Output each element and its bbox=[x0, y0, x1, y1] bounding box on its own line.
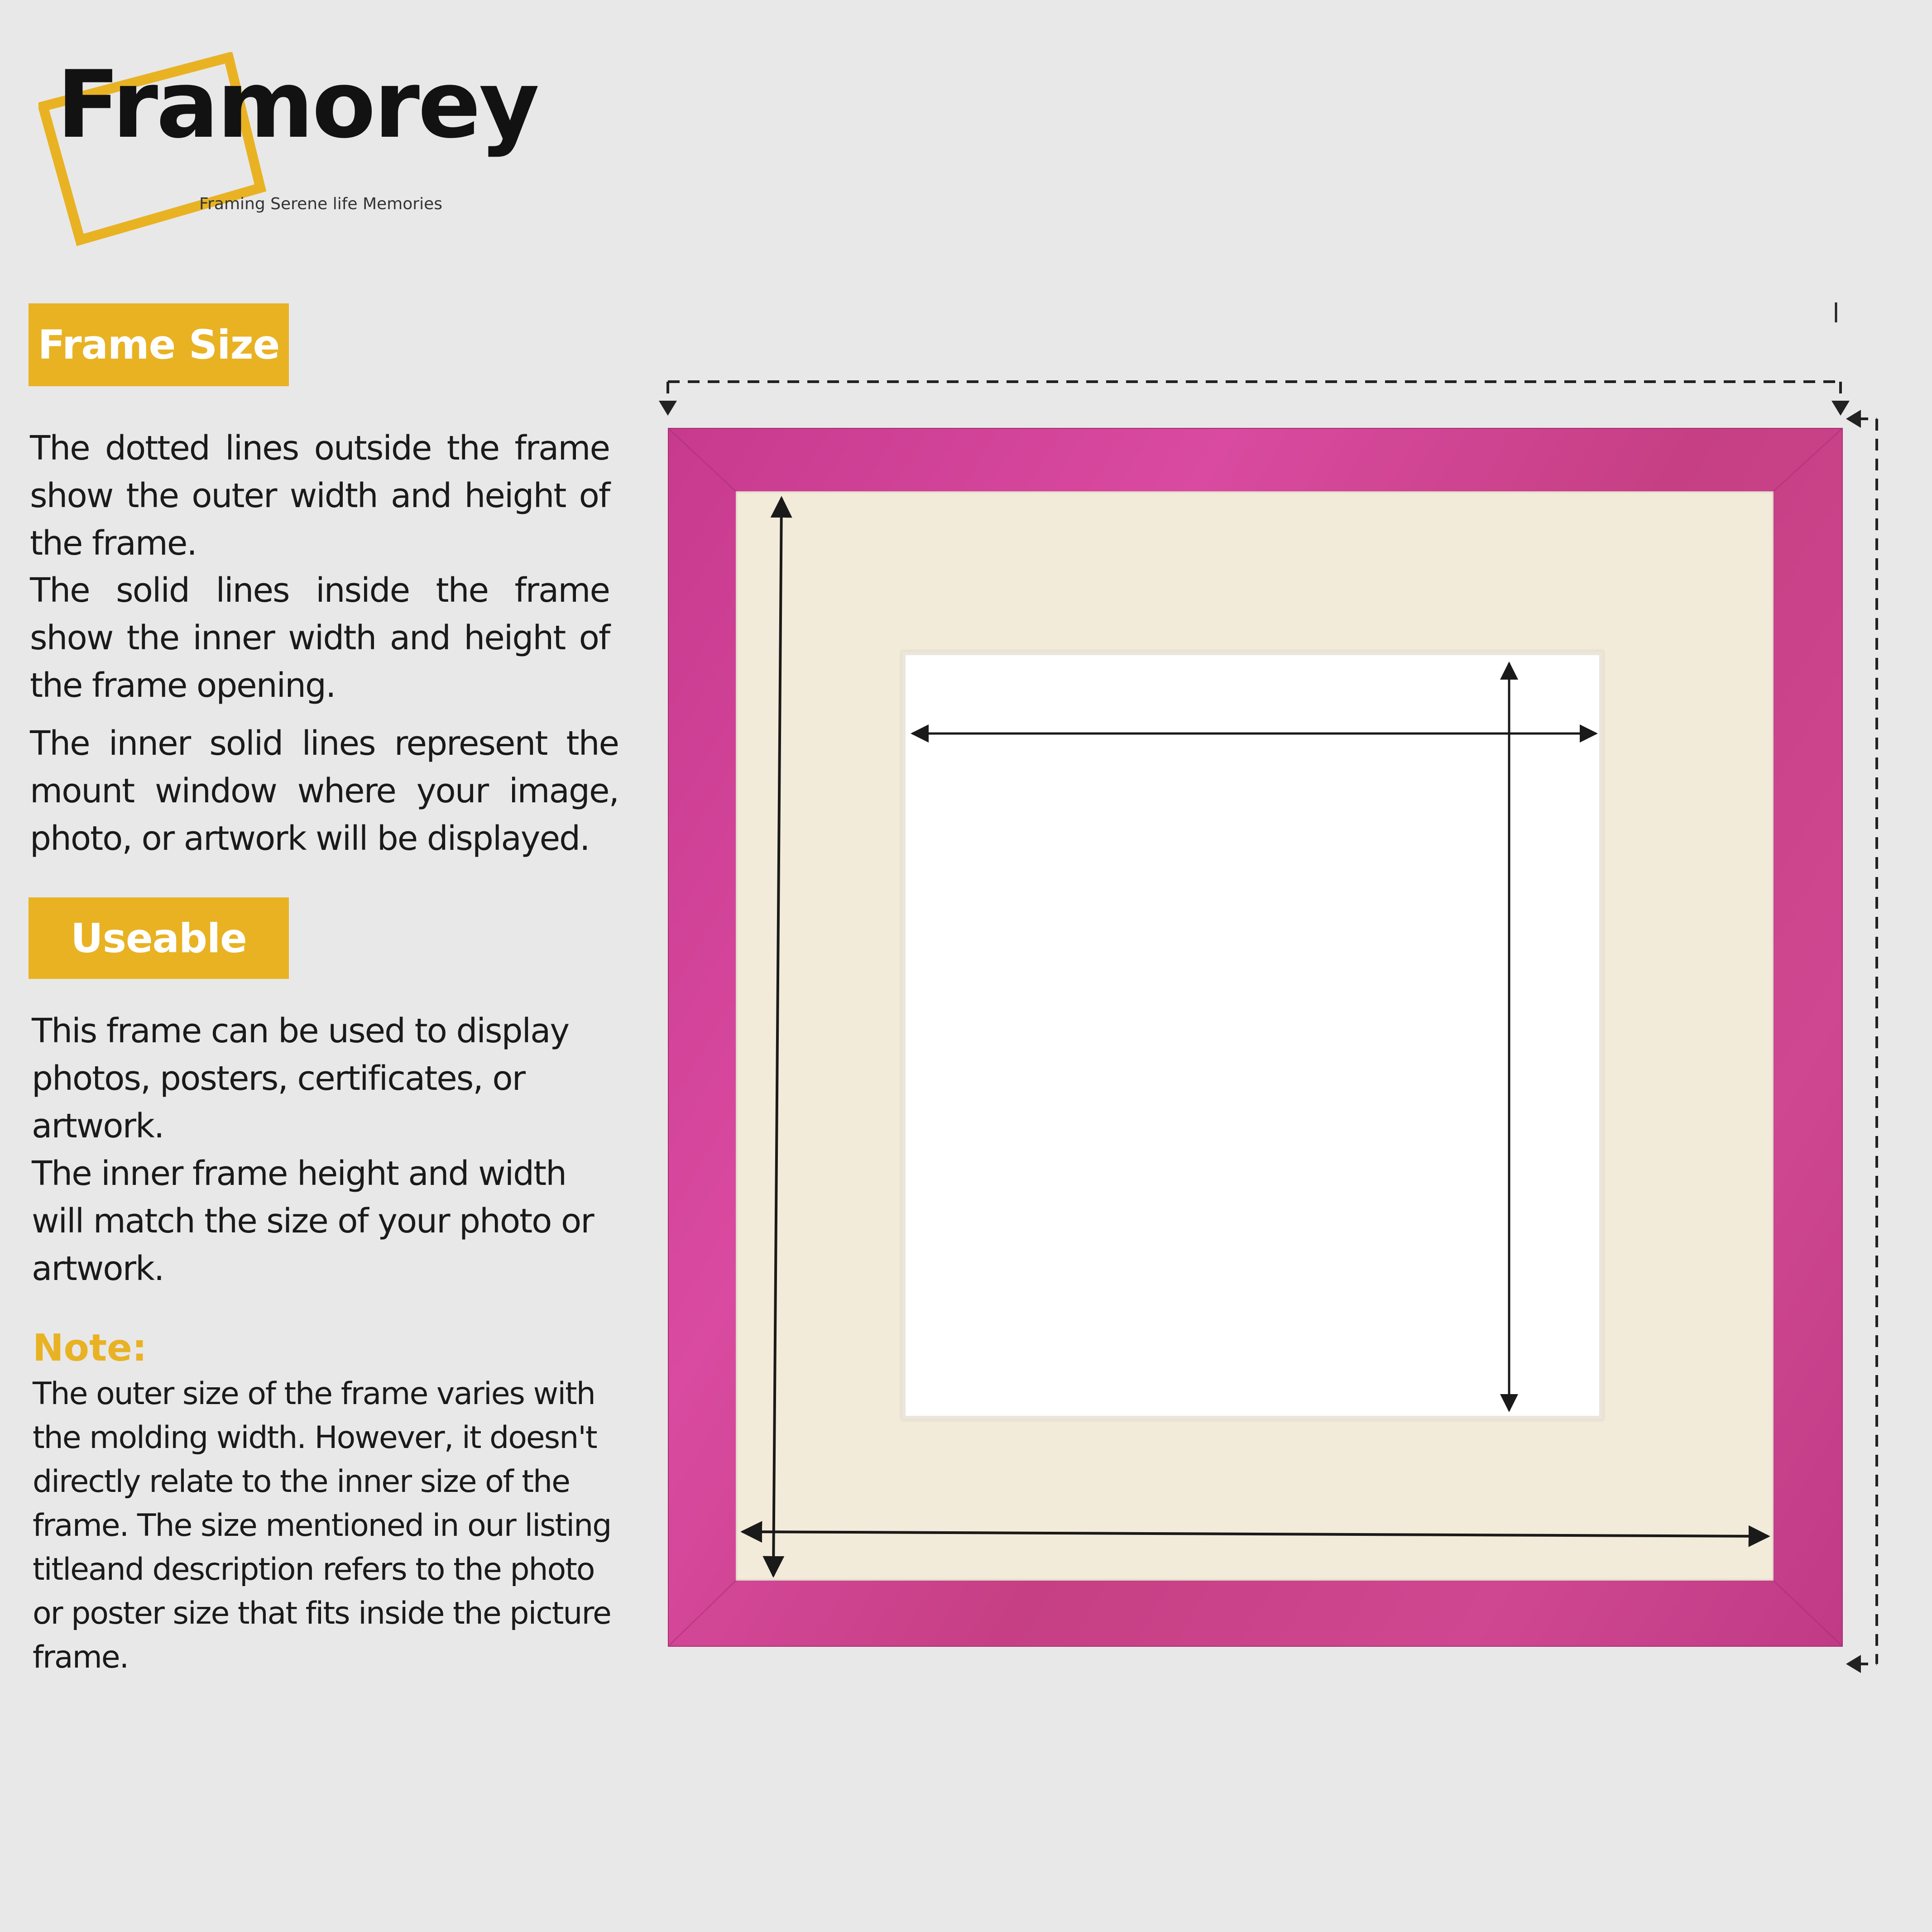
useable-paragraph-size: The inner frame height and width will match the size of your photo or artwork. bbox=[32, 1154, 594, 1288]
outer-height-dotted-line bbox=[1846, 410, 1877, 1673]
useable-heading: Useable bbox=[29, 897, 289, 979]
frame-size-paragraph-outer: The dotted lines outside the frame show the outer width and height of the frame. bbox=[30, 429, 609, 563]
inner-width-solid-line bbox=[743, 1532, 1768, 1536]
brand-name: Framorey bbox=[57, 51, 538, 159]
frame-mitre-corners bbox=[669, 429, 1841, 1645]
frame-size-heading: Frame Size bbox=[29, 303, 289, 386]
frame-size-paragraph-mount: The inner solid lines represent the mount window where your image, photo, or artwork will be displayed. bbox=[30, 724, 618, 858]
frame-size-paragraph-inner: The solid lines inside the frame show the inner width and height of the frame opening. bbox=[30, 571, 609, 705]
note-heading: Note: bbox=[33, 1327, 147, 1370]
inner-height-solid-line bbox=[773, 498, 781, 1576]
outer-width-dotted-line bbox=[659, 382, 1850, 416]
brand-tagline: Framing Serene life Memories bbox=[199, 195, 442, 213]
useable-paragraph-uses: This frame can be used to display photos, posters, certificates, or artwork. bbox=[32, 1012, 569, 1146]
note-body: The outer size of the frame varies with the molding width. However, it doesn't directly relate to the inner size of the frame. The size mentioned in our listing titleand description refers to the photo or poster size that fits inside the picture frame. bbox=[33, 1376, 611, 1675]
